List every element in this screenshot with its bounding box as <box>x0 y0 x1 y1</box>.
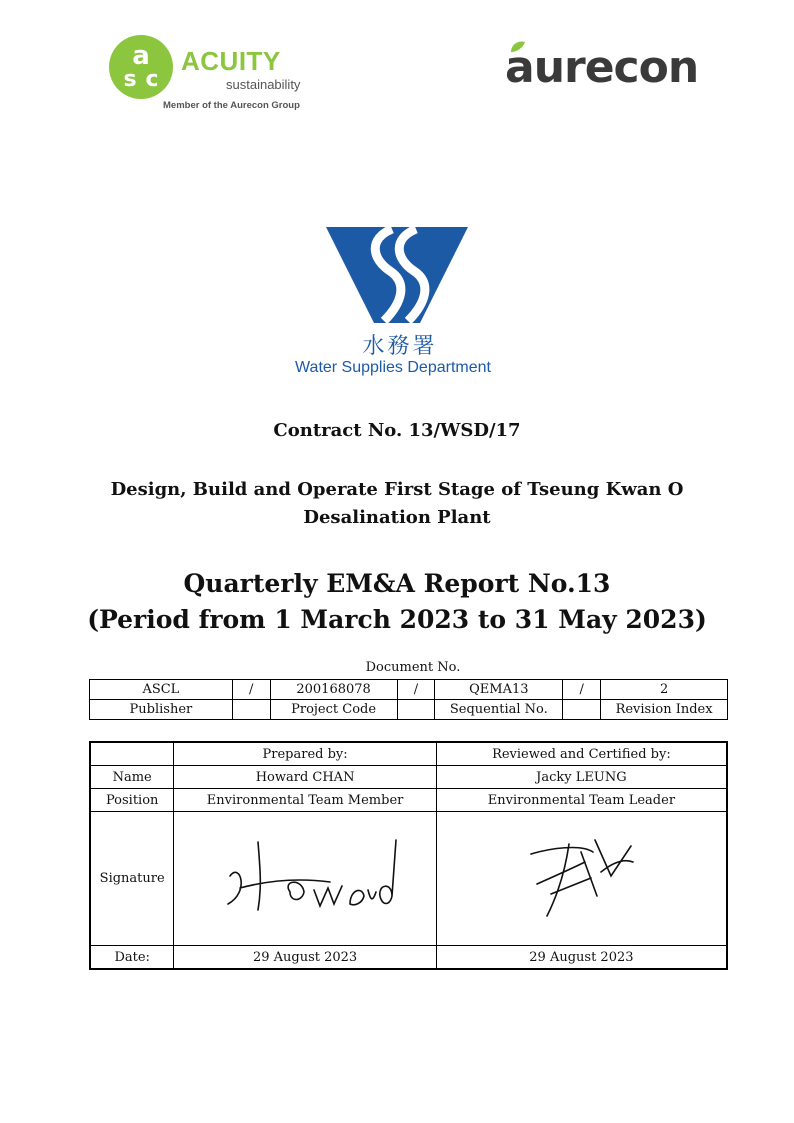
report-title <box>0 566 794 638</box>
reviewer-position: Environmental Team Leader <box>436 789 727 812</box>
svg-text:c: c <box>145 67 159 92</box>
project-code-value: 200168078 <box>270 680 397 700</box>
name-label: Name <box>90 766 174 789</box>
preparer-signature <box>174 812 436 946</box>
project-title-line: Desalination Plant <box>303 507 491 528</box>
empty-cell <box>232 700 270 720</box>
wsd-chinese-name: 水務署 <box>362 334 438 359</box>
separator: / <box>563 680 601 700</box>
empty-cell <box>90 742 174 766</box>
position-row <box>90 789 727 812</box>
date-row <box>90 946 727 970</box>
project-code-caption: Project Code <box>270 700 397 720</box>
preparer-date: 29 August 2023 <box>174 946 436 970</box>
acuity-member-text: Member of the Aurecon Group <box>163 100 300 111</box>
signature-label: Signature <box>90 812 174 946</box>
signature-row <box>90 812 727 946</box>
position-label: Position <box>90 789 174 812</box>
signoff-header-row <box>90 742 727 766</box>
separator: / <box>397 680 435 700</box>
wsd-logo <box>280 225 520 385</box>
date-label: Date: <box>90 946 174 970</box>
document-values-row <box>90 680 728 700</box>
acuity-logo <box>108 34 308 114</box>
report-title-line: Quarterly EM&A Report No.13 <box>183 569 611 598</box>
reviewed-by-header: Reviewed and Certified by: <box>436 742 727 766</box>
preparer-name: Howard CHAN <box>174 766 436 789</box>
name-row <box>90 766 727 789</box>
jacky-signature-image <box>521 832 641 922</box>
reviewer-signature <box>436 812 727 946</box>
reviewer-date: 29 August 2023 <box>436 946 727 970</box>
contract-number: Contract No. 13/WSD/17 <box>273 420 521 441</box>
acuity-emblem-icon <box>108 34 174 100</box>
howard-signature-image <box>210 832 400 922</box>
report-period-line: (Period from 1 March 2023 to 31 May 2023) <box>87 605 707 634</box>
revision-index-value: 2 <box>601 680 728 700</box>
document-number-table <box>89 679 728 720</box>
empty-cell <box>563 700 601 720</box>
aurecon-wordmark: aurecon <box>505 42 699 93</box>
svg-text:a: a <box>132 41 150 71</box>
wsd-emblem-icon <box>280 225 520 325</box>
reviewer-name: Jacky LEUNG <box>436 766 727 789</box>
publisher-caption: Publisher <box>90 700 233 720</box>
acuity-name: ACUITY <box>181 46 281 76</box>
separator: / <box>232 680 270 700</box>
signoff-table <box>89 741 728 970</box>
sequential-no-value: QEMA13 <box>435 680 563 700</box>
revision-index-caption: Revision Index <box>601 700 728 720</box>
preparer-position: Environmental Team Member <box>174 789 436 812</box>
publisher-value: ASCL <box>90 680 233 700</box>
document-number-label: Document No. <box>365 660 461 675</box>
prepared-by-header: Prepared by: <box>174 742 436 766</box>
aurecon-logo <box>505 40 725 100</box>
wsd-english-name: Water Supplies Department <box>295 359 491 376</box>
project-title-line: Design, Build and Operate First Stage of Tseung Kwan O <box>110 479 684 500</box>
acuity-tagline: sustainability <box>226 77 301 92</box>
empty-cell <box>397 700 435 720</box>
document-captions-row <box>90 700 728 720</box>
sequential-no-caption: Sequential No. <box>435 700 563 720</box>
svg-text:s: s <box>123 67 137 92</box>
project-title <box>100 476 694 532</box>
